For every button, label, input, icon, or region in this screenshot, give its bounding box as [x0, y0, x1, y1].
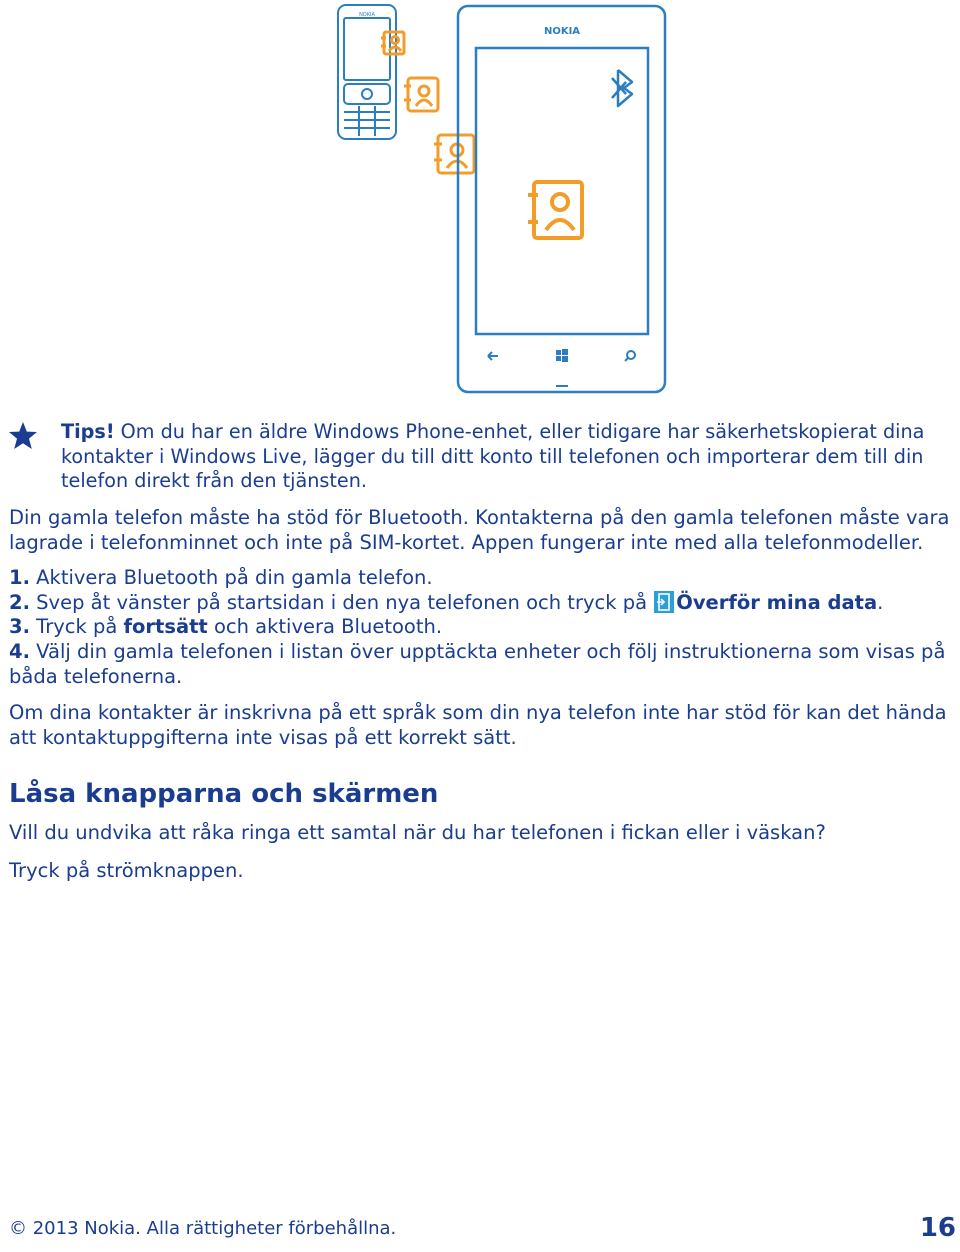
tip-paragraph [61, 420, 956, 494]
copyright: © 2013 Nokia. Alla rättigheter förbehållna. [9, 1218, 397, 1239]
step-2 [9, 591, 957, 616]
note-paragraph: Om dina kontakter är inskrivna på ett språk som din nya telefon inte har stöd för kan det hända att kontaktuppgifterna inte visas på ett korrekt sätt. [9, 701, 947, 749]
step-number: 3. [9, 615, 30, 638]
section-heading: Låsa knapparna och skärmen [9, 779, 439, 809]
search-icon [625, 351, 635, 361]
old-phone-icon [338, 5, 396, 139]
step-number: 2. [9, 591, 30, 614]
old-phone-brand: NOKIA [359, 12, 375, 18]
section-instruction: Tryck på strömknappen. [9, 859, 244, 882]
contact-card-icon [381, 32, 474, 173]
step-4 [9, 640, 957, 689]
tip-label: Tips! [61, 420, 115, 443]
continue-label: fortsätt [123, 615, 208, 638]
contact-card-large-icon [528, 182, 582, 238]
step-number: 1. [9, 566, 30, 589]
step-text: Svep åt vänster på startsidan i den nya telefonen och tryck på [29, 591, 654, 614]
step-text: Aktivera Bluetooth på din gamla telefon. [29, 566, 433, 589]
back-icon [488, 352, 498, 360]
phone-transfer-illustration [320, 0, 680, 400]
step-number: 4. [9, 640, 30, 663]
step-text-end: och aktivera Bluetooth. [207, 615, 443, 638]
star-icon [8, 421, 38, 451]
new-phone-icon [458, 6, 665, 392]
step-1 [9, 566, 957, 591]
step-text-end: . [877, 591, 884, 614]
tip-text: Om du har en äldre Windows Phone-enhet, eller tidigare har säkerhetskopierat dina kontakter i Windows Live, lägger du till ditt konto till telefonen och importerar dem till din telefon direkt från den tjänsten. [61, 420, 925, 492]
transfer-data-icon [654, 591, 674, 613]
step-3 [9, 615, 957, 640]
windows-logo-icon [556, 349, 568, 362]
transfer-data-app-name: Överför mina data [676, 591, 878, 614]
bluetooth-icon [612, 70, 632, 106]
step-text: Tryck på [29, 615, 124, 638]
new-phone-brand: NOKIA [543, 26, 581, 37]
intro-paragraph: Din gamla telefon måste ha stöd för Bluetooth. Kontakterna på den gamla telefonen måste vara lagrade i telefonminnet och inte på SIM-kortet. Appen fungerar inte med alla telefonmodeller. [9, 506, 950, 554]
section-question: Vill du undvika att råka ringa ett samtal när du har telefonen i fickan eller i väskan? [9, 821, 826, 844]
step-text: Välj din gamla telefonen i listan över upptäckta enheter och följ instruktionerna som visas på båda telefonerna. [9, 640, 946, 688]
page-number: 16 [919, 1213, 956, 1243]
